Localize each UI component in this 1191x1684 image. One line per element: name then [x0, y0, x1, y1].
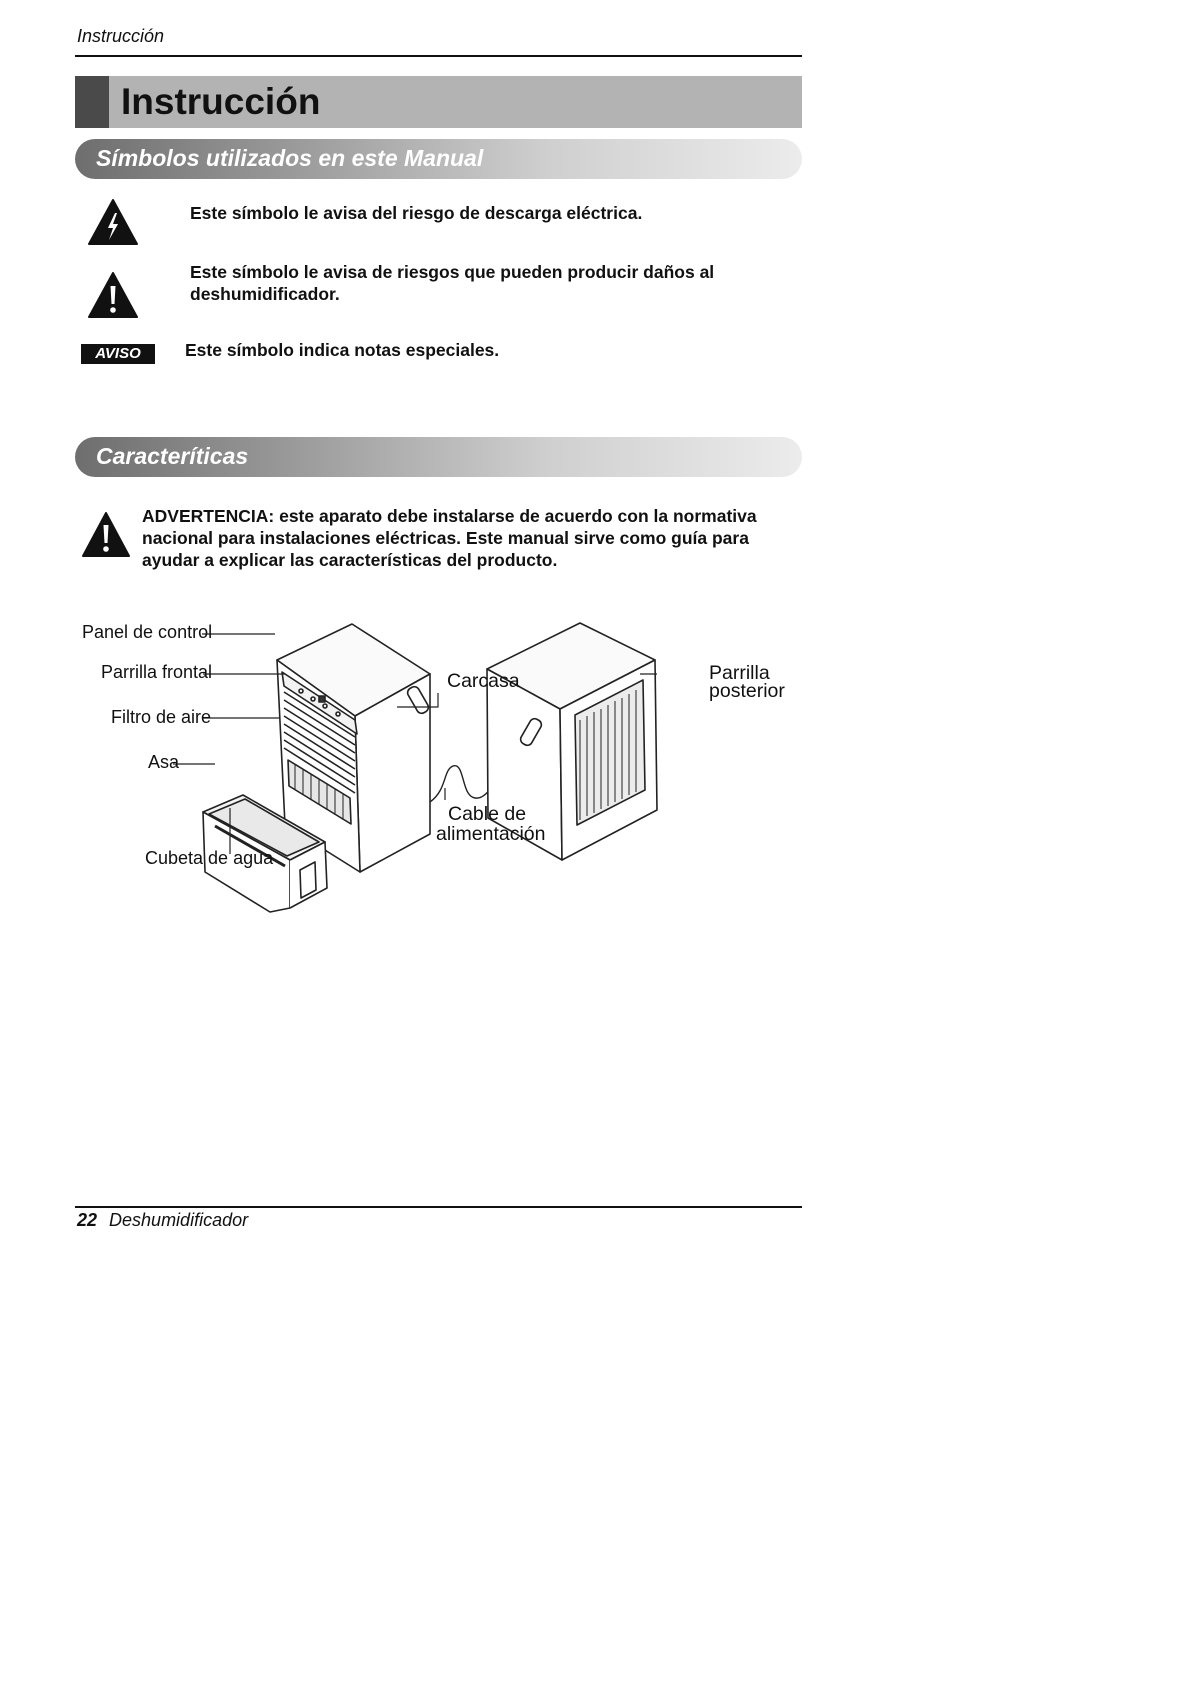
running-header: Instrucción: [77, 26, 165, 46]
dehumidifier-figure: [75, 620, 802, 960]
label-casing: Carcasa: [447, 670, 520, 692]
label-power-cable-line2: alimentación: [436, 823, 546, 845]
label-handle: Asa: [148, 752, 180, 772]
label-rear-grille-line2: posterior: [709, 680, 785, 702]
page-number: 22: [77, 1210, 98, 1230]
label-water-bucket: Cubeta de agua: [145, 848, 274, 868]
symbol-text-caution: Este símbolo le avisa de riesgos que pueden producir daños al deshumidificador.: [190, 262, 715, 304]
label-power-cable-line1: Cable de: [448, 803, 527, 825]
section-heading-features: Caracteríticas: [96, 443, 249, 469]
page-title: Instrucción: [121, 81, 321, 122]
electric-shock-warning-icon: [87, 198, 139, 246]
header-rule: [75, 55, 802, 57]
caution-warning-icon: [87, 271, 139, 319]
label-control-panel: Panel de control: [82, 622, 213, 642]
page-footer: [77, 1210, 248, 1231]
advertencia-text: ADVERTENCIA: este aparato debe instalarse de acuerdo con la normativa nacional para instalaciones eléctricas. Este manual sirve como guía para ayudar a explicar las características del producto.: [142, 506, 757, 570]
symbol-text-electric: Este símbolo le avisa del riesgo de descarga eléctrica.: [190, 203, 643, 223]
label-front-grille: Parrilla frontal: [101, 662, 213, 682]
section-band-features: [75, 437, 802, 477]
advertencia-warning-icon: [81, 511, 131, 558]
footer-rule: [75, 1206, 802, 1208]
section-band-symbols: [75, 139, 802, 179]
label-rear-grille-line1: Parrilla: [709, 662, 770, 684]
label-air-filter: Filtro de aire: [111, 707, 212, 727]
symbol-text-aviso: Este símbolo indica notas especiales.: [185, 340, 500, 360]
footer-product-name: Deshumidificador: [109, 1210, 249, 1230]
aviso-badge: AVISO: [81, 344, 155, 364]
page-title-bar: [75, 76, 802, 128]
section-heading-symbols: Símbolos utilizados en este Manual: [96, 145, 484, 171]
title-accent-block: [75, 76, 109, 128]
